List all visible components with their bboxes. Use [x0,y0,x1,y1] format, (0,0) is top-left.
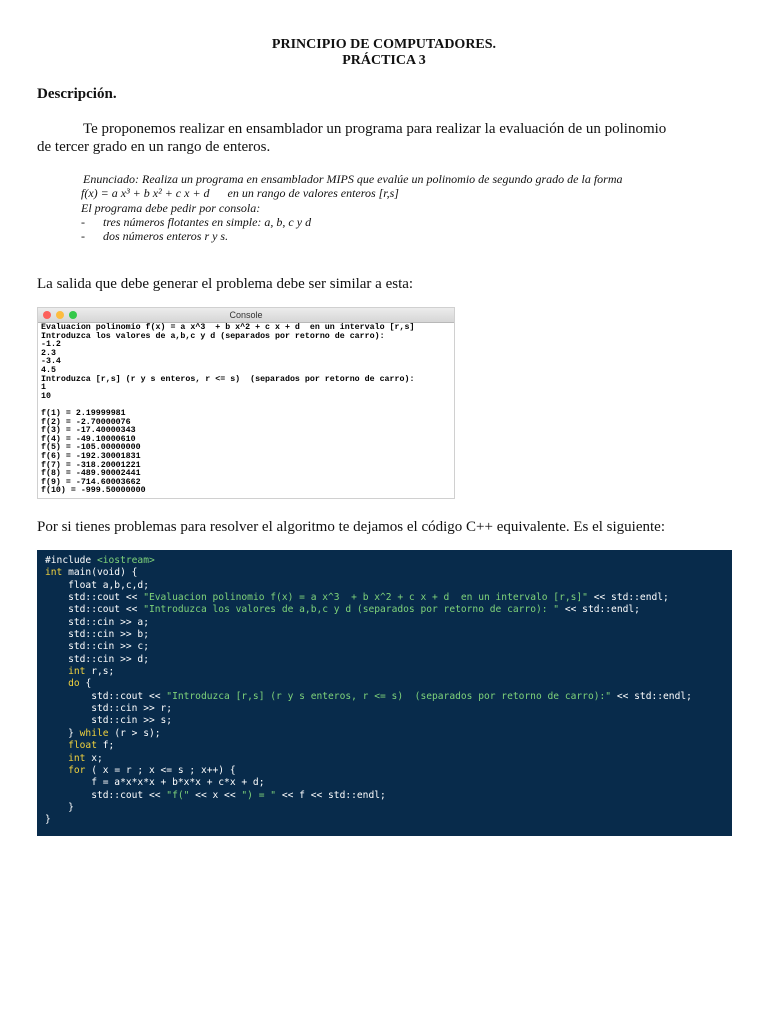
code-token: x; [85,752,103,764]
code-token: "Evaluacion polinomio f(x) = a x^3 + b x^2 + c x + d en un intervalo [r,s]" [143,592,588,604]
code-token: std::cin >> c; [45,641,149,653]
code-token: ") = " [241,789,277,801]
code-token: std::cin >> a; [45,616,149,628]
statement-line-3: El programa debe pedir por consola: [81,200,261,215]
statement-line-1: Enunciado: Realiza un programa en ensamblador MIPS que evalúe un polinomio de segundo grado de la forma [83,172,623,186]
code-line [45,654,149,665]
console-titlebar [38,308,454,323]
code-token: while [79,727,109,739]
code-token: << std::endl; [559,604,640,616]
statement-block [83,172,703,243]
console-line: -3.4 [41,357,61,367]
console-output [38,323,454,497]
code-token [45,740,68,751]
code-line [45,691,692,702]
code-token: f; [97,740,115,752]
code-token: << std::endl; [611,690,692,702]
code-intro: Por si tienes problemas para resolver el algoritmo te dejamos el código C++ equivalente. Es el siguiente: [37,519,666,535]
console-line: Evaluacion polinomio f(x) = a x^3 + b x^2 + c x + d en un intervalo [r,s] [41,323,415,332]
code-line [45,629,149,640]
console-line: f(7) = -318.20001221 [41,460,141,470]
code-line [45,728,161,739]
code-line [45,678,91,689]
console-line: f(4) = -49.10000610 [41,434,136,444]
code-token: std::cin >> d; [45,653,149,665]
code-token [45,678,68,689]
code-token: std::cout << [45,789,167,801]
description-paragraph [37,120,737,156]
code-token: std::cin >> b; [45,629,149,641]
page-title: PRINCIPIO DE COMPUTADORES. [271,37,497,52]
code-token: int [68,666,86,678]
code-token [45,666,68,677]
console-window [37,307,455,499]
console-line: f(5) = -105.00000000 [41,443,141,453]
description-line-1: Te proponemos realizar en ensamblador un programa para realizar la evaluación de un polinomio [83,121,667,137]
code-line [45,802,74,813]
code-token [45,765,68,776]
bullet-marker: - [81,214,85,229]
console-line: 1 [41,383,46,393]
console-line: f(1) = 2.19999981 [41,408,126,418]
code-line [45,777,265,788]
code-line [45,790,386,801]
console-line: f(3) = -17.40000343 [41,426,136,436]
console-line: 4.5 [41,365,56,375]
description-heading: Descripción. [37,86,117,102]
console-line: f(10) = -999.50000000 [41,486,146,496]
code-token: float [68,740,97,752]
statement-formula: f(x) = a x³ + b x² + c x + d [81,186,210,201]
code-line [45,580,149,591]
code-token: "Introduzca [r,s] (r y s enteros, r <= s) (separados por retorno de carro):" [166,690,612,702]
code-token: { [79,678,92,690]
code-token: int [68,752,86,764]
code-listing [37,550,732,832]
code-block [37,550,732,836]
code-token: f = a*x*x*x + b*x*x + c*x + d; [45,777,265,789]
code-token: "f(" [166,789,190,801]
statement-bullet-1: tres números flotantes en simple: a, b, c y d [103,214,312,229]
code-token [45,753,68,764]
code-token: } [45,801,74,813]
code-token: } [45,727,80,739]
console-line: f(2) = -2.70000076 [41,417,131,427]
code-token: std::cin >> s; [45,715,173,727]
code-token: int [45,567,63,579]
code-line [45,641,149,652]
code-token: <iostream> [96,555,155,566]
console-line: Introduzca los valores de a,b,c y d (separados por retorno de carro): [41,331,385,341]
code-line [45,740,114,751]
code-line [45,703,172,714]
code-token: std::cout << [45,690,167,702]
code-token: } [45,814,51,826]
code-token: #include [45,555,97,566]
code-token: std::cin >> r; [45,703,173,715]
console-line: 10 [41,391,51,401]
code-line [45,765,236,776]
code-line [45,753,103,764]
statement-range: en un rango de valores enteros [r,s] [227,186,399,201]
code-token: float a,b,c,d; [45,579,149,591]
code-token: main(void) { [62,567,138,579]
description-line-2: de tercer grado en un rango de enteros. [37,139,271,155]
console-line: -1.2 [41,340,61,350]
console-line: Introduzca [r,s] (r y s enteros, r <= s) (separados por retorno de carro): [41,374,415,384]
page-subtitle: PRÁCTICA 3 [342,53,426,68]
code-line [45,814,51,825]
code-line [45,666,114,677]
code-line [45,604,640,615]
code-token: "Introduzca los valores de a,b,c y d (separados por retorno de carro): " [143,604,560,616]
code-token: std::cout << [45,592,144,604]
console-line: f(6) = -192.30001831 [41,451,141,461]
bullet-marker: - [81,229,85,244]
code-token: (r > s); [108,727,161,739]
code-token: ( x = r ; x <= s ; x++) { [85,764,236,776]
code-token: r,s; [85,666,115,678]
code-token: for [68,764,86,776]
code-token: do [68,678,80,690]
code-token: << f << std::endl; [276,789,386,801]
code-line [45,567,137,578]
console-line: f(9) = -714.60003662 [41,477,141,487]
code-token: << std::endl; [587,592,669,604]
code-token: std::cout << [45,604,144,616]
code-line [45,555,155,566]
code-line [45,617,149,628]
console-title: Console [229,310,263,320]
code-token: << x << [189,789,242,801]
statement-bullet-2: dos números enteros r y s. [103,229,229,244]
console-line: f(8) = -489.90002441 [41,469,141,479]
console-line: 2.3 [41,348,56,358]
output-intro: La salida que debe generar el problema debe ser similar a esta: [37,276,414,292]
code-line [45,715,172,726]
code-line [45,592,669,603]
